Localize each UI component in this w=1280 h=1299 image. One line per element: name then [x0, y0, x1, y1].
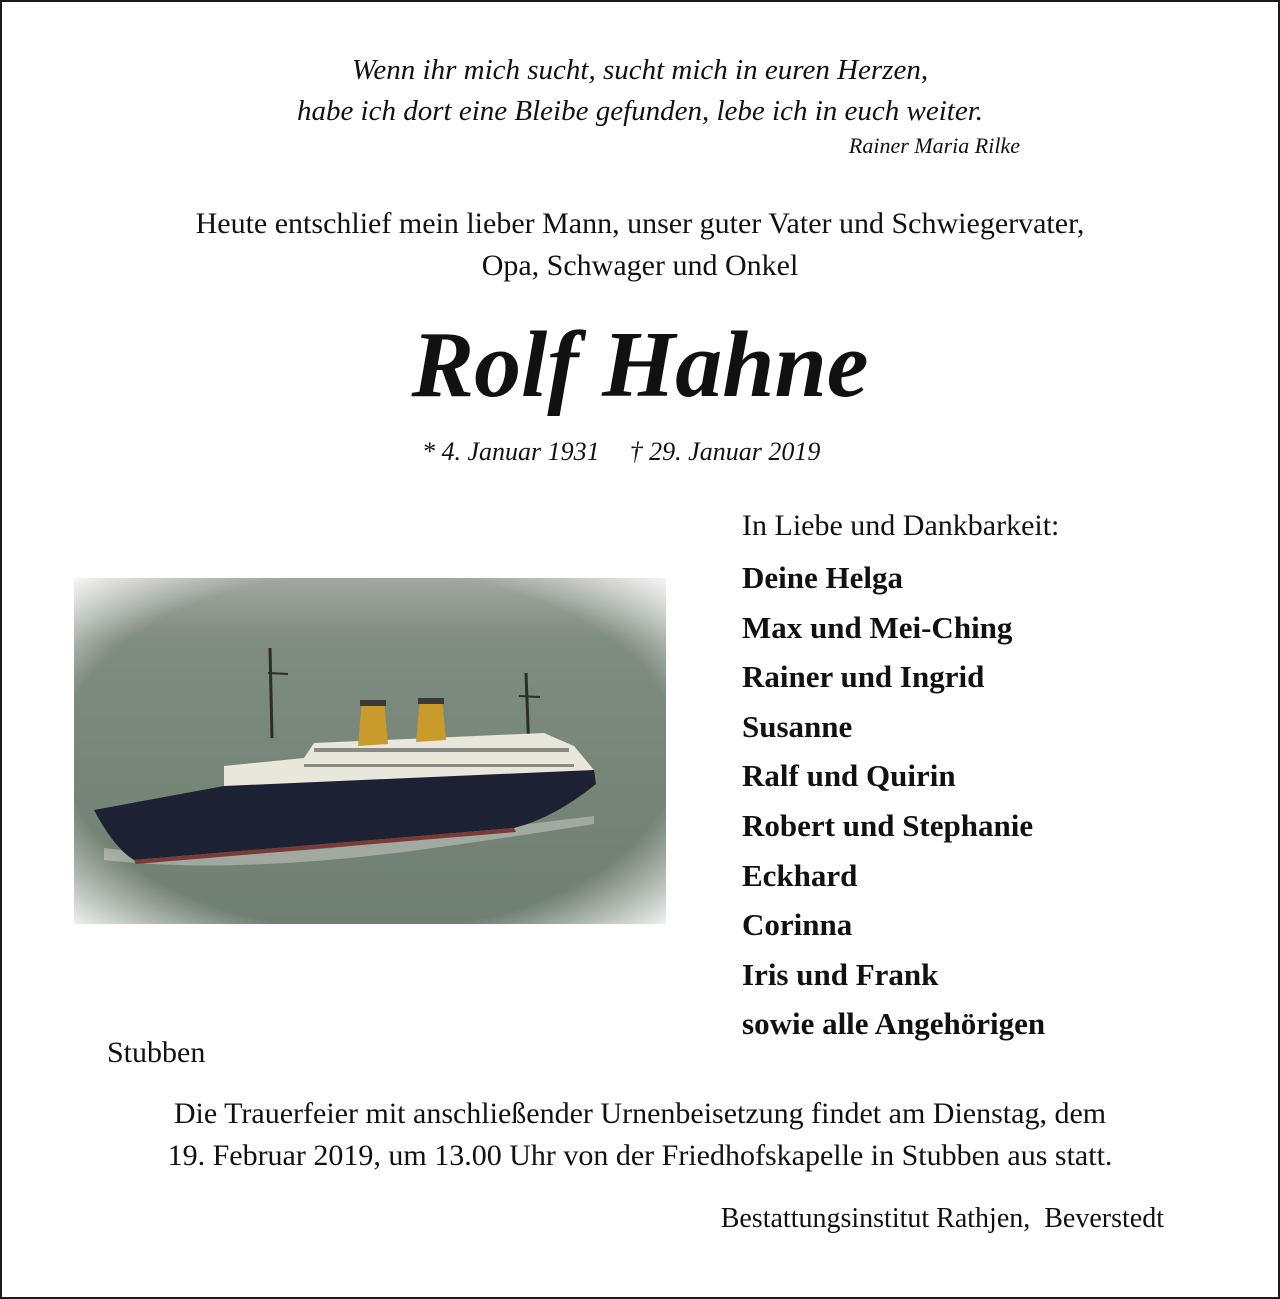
funeral-home-name: Bestattungsinstitut Rathjen,: [720, 1203, 1031, 1234]
quote-line-1: Wenn ihr mich sucht, sucht mich in euren Herzen,: [351, 54, 929, 86]
mourner-name: Rainer und Ingrid: [742, 659, 985, 695]
mourner-name: Corinna: [742, 907, 853, 943]
ship-photo: [74, 578, 666, 924]
life-dates: [422, 437, 850, 467]
thanks-heading: In Liebe und Dankbarkeit:: [742, 509, 1060, 542]
quote-author: Rainer Maria Rilke: [848, 133, 1020, 158]
mourner-name: Robert und Stephanie: [742, 807, 1034, 843]
mourner-name: Susanne: [742, 708, 853, 744]
residence-place: Stubben: [107, 1036, 206, 1069]
mourner-name: Max und Mei-Ching: [742, 609, 1013, 645]
funeral-home: [721, 1203, 1164, 1235]
birth-date: * 4. Januar 1931: [422, 437, 600, 466]
mourners-list: [742, 553, 1045, 1049]
death-date: † 29. Januar 2019: [629, 437, 821, 466]
funeral-home-town: Beverstedt: [1044, 1203, 1164, 1234]
mourner-name: Eckhard: [742, 857, 858, 893]
quote-line-2: habe ich dort eine Bleibe gefunden, lebe ich in euch weiter.: [296, 95, 984, 127]
mourner-name: Ralf und Quirin: [742, 758, 956, 794]
mourner-name: Iris und Frank: [742, 956, 939, 992]
intro-line-1: Heute entschlief mein lieber Mann, unser guter Vater und Schwiegervater,: [195, 207, 1085, 240]
ceremony-line-1: Die Trauerfeier mit anschließender Urnenbeisetzung findet am Dienstag, dem: [173, 1097, 1107, 1130]
intro-line-2: Opa, Schwager und Onkel: [481, 249, 799, 282]
mourner-name: Deine Helga: [742, 560, 903, 595]
ceremony-line-2: 19. Februar 2019, um 13.00 Uhr von der Friedhofskapelle in Stubben aus statt.: [167, 1139, 1113, 1172]
mourner-name: sowie alle Angehörigen: [742, 1006, 1046, 1042]
deceased-name: Rolf Hahne: [411, 313, 869, 417]
